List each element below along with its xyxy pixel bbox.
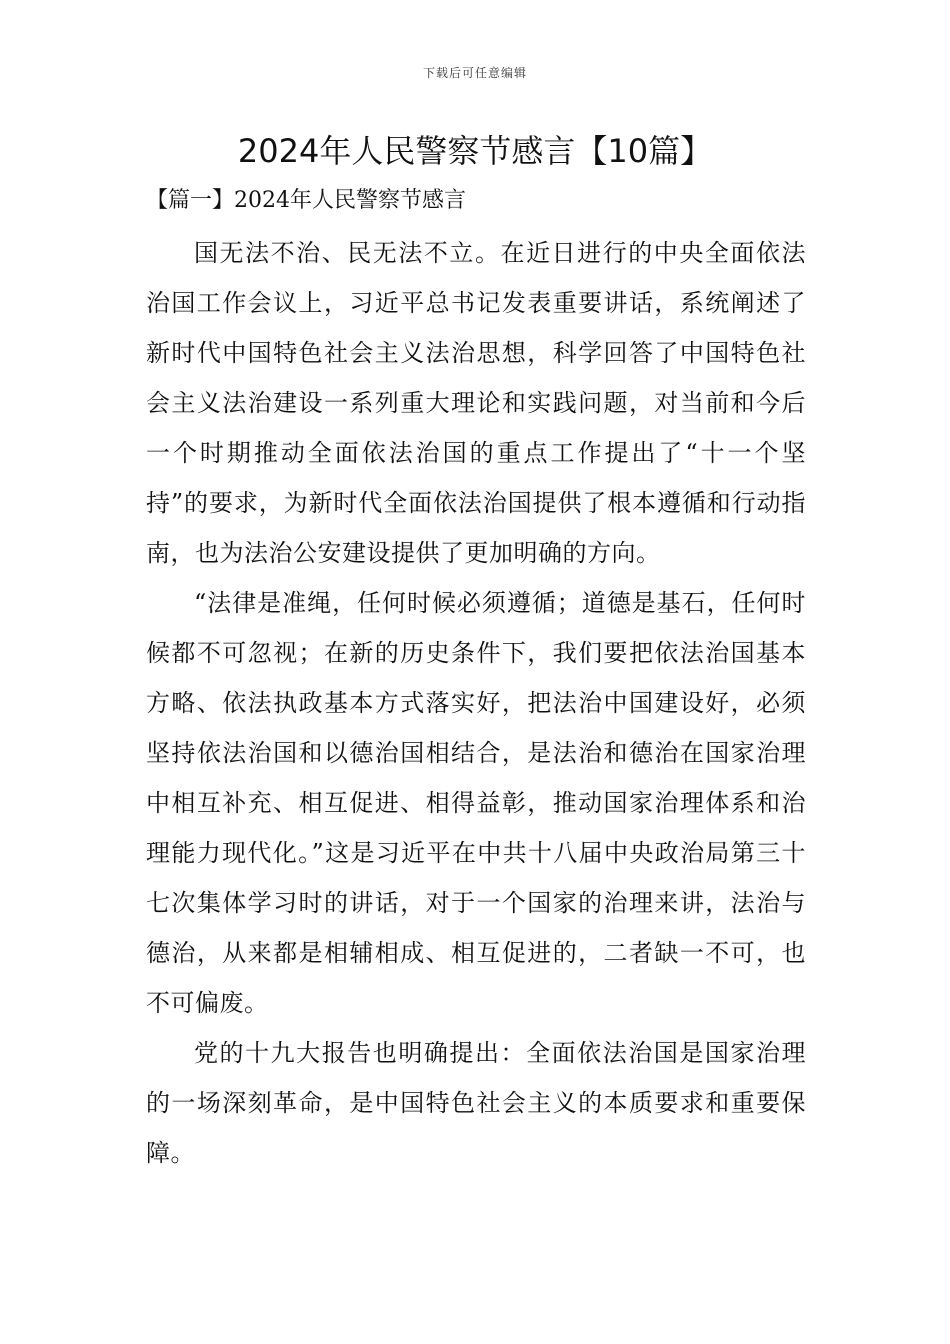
header-note: 下载后可任意编辑: [422, 66, 527, 80]
paragraph-2: “法律是准绳，任何时候必须遵循；道德是基石，任何时候都不可忽视；在新的历史条件下，我们要把依法治国基本方略、依法执政基本方式落实好，把法治中国建设好，必须坚持依法治国和以德治国相结合，是法治和德治在国家治理中相互补充、相互促进、相得益彰，推动国家治理体系和治理能力现代化。”这是习近平在中共十八届中央政治局第三十七次集体学习时的讲话，对于一个国家的治理来讲，法治与德治，从来都是相辅相成、相互促进的，二者缺一不可，也不可偏废。: [146, 589, 806, 1017]
paragraph-3: 党的十九大报告也明确提出：全面依法治国是国家治理的一场深刻革命，是中国特色社会主义的本质要求和重要保障。: [146, 1039, 806, 1167]
document-title: 2024年人民警察节感言【10篇】: [237, 132, 713, 170]
document-body: [146, 228, 806, 1178]
section-heading: 【篇一】2024年人民警察节感言: [146, 188, 466, 213]
paragraph-1: 国无法不治、民无法不立。在近日进行的中央全面依法治国工作会议上，习近平总书记发表重要讲话，系统阐述了新时代中国特色社会主义法治思想，科学回答了中国特色社会主义法治建设一系列重大理论和实践问题，对当前和今后一个时期推动全面依法治国的重点工作提出了“十一个坚持”的要求，为新时代全面依法治国提供了根本遵循和行动指南，也为法治公安建设提供了更加明确的方向。: [146, 239, 806, 567]
